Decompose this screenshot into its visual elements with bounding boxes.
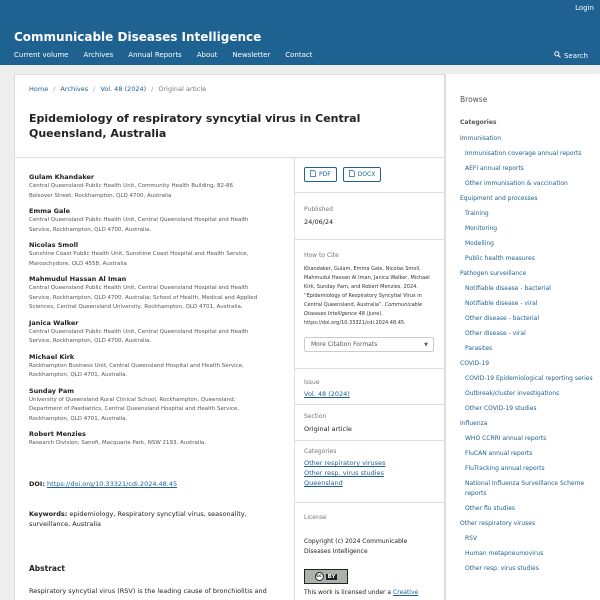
author-affiliation: Rockhampton, QLD 4701, Australia. — [29, 415, 128, 422]
breadcrumb-archives[interactable]: Archives — [60, 85, 89, 93]
author-affiliation: Central Queensland Public Health Unit, Community Health Building, 82-86 — [29, 183, 234, 189]
breadcrumb-home[interactable]: Home — [29, 85, 49, 93]
author-entry — [29, 387, 287, 425]
citation-formats-dropdown[interactable] — [304, 337, 434, 352]
license-label: License — [304, 514, 327, 521]
sidebar-subcategory-link[interactable]: Training — [465, 210, 489, 217]
published-label: Published — [304, 206, 333, 213]
creative-commons-link[interactable]: Creative — [393, 589, 419, 596]
categories-heading: Categories — [460, 119, 497, 126]
pdf-label: PDF — [319, 171, 331, 178]
sidebar-subcategory-link[interactable]: FluTracking annual reports — [465, 465, 545, 472]
license-notice-text: This work is licensed under a — [304, 589, 392, 596]
doi-link[interactable]: https://doi.org/10.33321/cdi.2024.48.45 — [47, 480, 178, 488]
issue-link[interactable]: Vol. 48 (2024) — [304, 390, 350, 398]
column-divider — [294, 157, 295, 600]
breadcrumb-separator: / — [53, 85, 56, 93]
sidebar-subcategory-link[interactable]: Immunisation coverage annual reports — [465, 150, 582, 157]
article-title: Epidemiology of respiratory syncytial virus in Central Queensland, Australia — [29, 112, 361, 140]
author-name: Sunday Pam — [29, 386, 75, 395]
author-entry — [29, 241, 287, 269]
search-label: Search — [563, 51, 588, 60]
nav-about[interactable]: About — [196, 51, 218, 59]
sidebar-category-link[interactable]: Pathogen surveillance — [460, 270, 527, 277]
article-categories — [304, 458, 385, 488]
license-notice — [304, 589, 418, 596]
author-affiliation: Central Queensland Public Health Unit, Central Queensland Hospital and Health — [29, 328, 249, 335]
author-name: Emma Gale — [29, 207, 70, 215]
keywords-value: epidemiology, Respiratory syncytial virus, seasonality, surveillance, Australia — [29, 510, 247, 528]
docx-label: DOCX — [357, 171, 376, 178]
author-affiliation: Sunshine Coast Public Health Unit, Sunshine Coast Hospital and Health Service, — [29, 251, 249, 257]
galley-links — [304, 167, 381, 182]
sidebar-subcategory-link[interactable]: Human metapneumovirus — [465, 550, 544, 557]
abstract-heading: Abstract — [29, 564, 66, 573]
category-list — [460, 134, 596, 579]
section-value: Original article — [304, 425, 352, 433]
sidebar-subcategory-link[interactable]: FluCAN annual reports — [465, 450, 533, 457]
author-affiliation: Sciences, Central Queensland University, Rockhampton, QLD 4701, Australia. — [29, 304, 243, 310]
sidebar-subcategory-link[interactable]: WHO CCRRI annual reports — [465, 435, 547, 442]
file-icon — [310, 170, 316, 179]
sidebar-subcategory-link[interactable]: Other flu studies — [465, 505, 516, 512]
author-entry — [29, 173, 287, 201]
issue-label: Issue — [304, 379, 320, 386]
details-divider — [294, 440, 445, 441]
sidebar-subcategory-link[interactable]: RSV — [465, 535, 478, 542]
pdf-button[interactable] — [304, 167, 337, 182]
doi-label: DOI: — [29, 480, 45, 488]
author-name: Mahmudul Hassan Al Iman — [29, 275, 127, 283]
breadcrumb-current: Original article — [158, 85, 207, 93]
category-link[interactable]: Other respiratory viruses — [304, 459, 386, 467]
sidebar-subcategory-link[interactable]: Other immunisation & vaccination — [465, 180, 568, 187]
main-nav — [14, 51, 313, 59]
categories-label: Categories — [304, 448, 337, 455]
citation-tail: 48 (June). https://doi.org/10.33321/cdi.2024.48.45. — [304, 311, 406, 326]
details-divider — [294, 404, 445, 405]
citation-journal: Communicable Diseases Intelligence — [304, 302, 423, 317]
sidebar-subcategory-link[interactable]: COVID-19 Epidemiological reporting series — [465, 375, 593, 382]
sidebar-subcategory-link[interactable]: Other disease - bacterial — [465, 315, 540, 322]
breadcrumb-separator: / — [93, 85, 96, 93]
sidebar-subcategory-link[interactable]: Modelling — [465, 240, 494, 247]
search-link[interactable] — [554, 51, 588, 60]
sidebar-subcategory-link[interactable]: AEFI annual reports — [465, 165, 524, 172]
citation-formats-label: More Citation Formats — [311, 341, 378, 348]
author-name: Gulam Khandaker — [29, 173, 95, 181]
nav-archives[interactable]: Archives — [83, 51, 114, 59]
doi — [29, 480, 177, 488]
search-icon — [554, 51, 561, 60]
author-affiliation: University of Queensland Rural Clinical School, Rockhampton, Queensland; — [29, 396, 236, 403]
nav-newsletter[interactable]: Newsletter — [232, 51, 271, 59]
author-name: Nicolas Smoll — [29, 241, 79, 249]
nav-annual-reports[interactable]: Annual Reports — [128, 51, 182, 59]
author-affiliation: Department of Paediatrics, Central Queensland Hospital and Health Service, — [29, 406, 240, 412]
browse-heading: Browse — [460, 95, 488, 104]
sidebar-category-link[interactable]: Other respiratory viruses — [460, 520, 536, 527]
section-label: Section — [304, 413, 327, 420]
author-affiliation: Central Queensland Public Health Unit, Central Queensland Hospital and Health — [29, 217, 249, 223]
details-divider — [294, 368, 445, 369]
sidebar-subcategory-link[interactable]: Notifiable disease - bacterial — [465, 285, 551, 292]
title-divider — [15, 157, 445, 158]
author-affiliation: Research Division, Sanofi, Macquarie Park, NSW 2193, Australia. — [29, 440, 207, 446]
citation-text — [304, 265, 439, 328]
author-name: Michael Kirk — [29, 352, 75, 361]
keywords — [29, 509, 269, 529]
sidebar-subcategory-link[interactable]: Parasites — [465, 345, 493, 352]
category-link[interactable]: Queensland — [304, 479, 343, 487]
author-affiliation: Bolsover Street, Rockhampton, QLD 4700, Australia — [29, 192, 172, 199]
cite-label: How to Cite — [304, 252, 339, 259]
details-divider — [294, 502, 445, 503]
author-name: Robert Menzies — [29, 430, 86, 438]
sidebar-subcategory-link[interactable]: Monitoring — [465, 225, 498, 232]
author-affiliation: Rockhampton Business Unit, Central Queensland Hospital and Health Service, — [29, 362, 244, 369]
category-link[interactable]: Other resp. virus studies — [304, 469, 384, 477]
details-divider — [294, 239, 445, 240]
license-text: Copyright (c) 2024 Communicable Diseases Intelligence — [304, 538, 408, 555]
author-list — [29, 173, 287, 455]
author-name: Janica Walker — [29, 318, 79, 327]
file-icon — [349, 170, 355, 179]
sidebar-subcategory-link[interactable]: Other COVID-19 studies — [465, 405, 537, 412]
site-title[interactable]: Communicable Diseases Intelligence — [14, 30, 262, 44]
sidebar-subcategory-link[interactable]: Outbreak/cluster investigations — [465, 390, 560, 397]
docx-button[interactable] — [343, 167, 382, 182]
sidebar-category-link[interactable]: Influenza — [460, 420, 488, 427]
keywords-label: Keywords: — [29, 510, 68, 518]
breadcrumb-separator: / — [151, 85, 154, 93]
sidebar — [445, 74, 600, 600]
breadcrumb-issue[interactable]: Vol. 48 (2024) — [100, 85, 147, 93]
cc-license-badge[interactable] — [304, 569, 348, 584]
author-entry — [29, 430, 287, 449]
sidebar-subcategory-link[interactable]: Notifiable disease - viral — [465, 300, 538, 307]
caret-down-icon: ▼ — [424, 342, 428, 348]
site-header — [0, 0, 600, 65]
author-affiliation: Service, Rockhampton, QLD 4700, Australia; School of Health, Medical and Applied — [29, 294, 258, 301]
author-affiliation: Rockhampton, QLD 4701, Australia. — [29, 372, 128, 378]
citation-body: Khandaker, Gulam, Emma Gale, Nicolas Smoll, Mahmudul Hassan Al Iman, Janica Walker, Michael Kirk, Sunday Pam, and Robert Menzies. 2024. “Epidemiology of Respiratory Syncytial Virus in Central Queensland, Australia”. — [304, 266, 430, 308]
author-entry — [29, 319, 287, 347]
sidebar-subcategory-link[interactable]: National Influenza Surveillance Scheme reports — [465, 480, 585, 497]
author-entry — [29, 353, 287, 381]
author-affiliation: Maroochydore, QLD 4558, Australia — [29, 260, 127, 267]
login-link[interactable]: Login — [575, 4, 594, 12]
cc-by-label: BY — [327, 573, 336, 580]
nav-contact[interactable]: Contact — [285, 51, 313, 59]
abstract-text: Respiratory syncytial virus (RSV) is the leading cause of bronchiolitis and — [29, 587, 267, 595]
sidebar-category-link[interactable]: COVID-19 — [460, 360, 490, 367]
sidebar-category-link[interactable]: Immunisation — [460, 135, 502, 142]
sidebar-category-link[interactable]: Equipment and processes — [460, 195, 538, 202]
author-entry — [29, 275, 287, 313]
author-affiliation: Central Queensland Public Health Unit, Central Queensland Hospital and Health — [29, 285, 249, 291]
article-panel — [14, 74, 445, 600]
sidebar-subcategory-link[interactable]: Other disease - viral — [465, 330, 526, 337]
author-entry — [29, 207, 287, 235]
author-affiliation: Service, Rockhampton, QLD 4700, Australia. — [29, 338, 152, 344]
author-affiliation: Service, Rockhampton, QLD 4700, Australia. — [29, 226, 152, 233]
creative-commons-icon: cc — [316, 574, 322, 579]
sidebar-subcategory-link[interactable]: Other resp. virus studies — [465, 565, 539, 572]
nav-current-volume[interactable]: Current volume — [14, 51, 69, 59]
sidebar-subcategory-link[interactable]: Public health measures — [465, 255, 535, 262]
details-divider — [294, 192, 445, 193]
published-date: 24/06/24 — [304, 218, 334, 226]
breadcrumb — [29, 85, 206, 93]
